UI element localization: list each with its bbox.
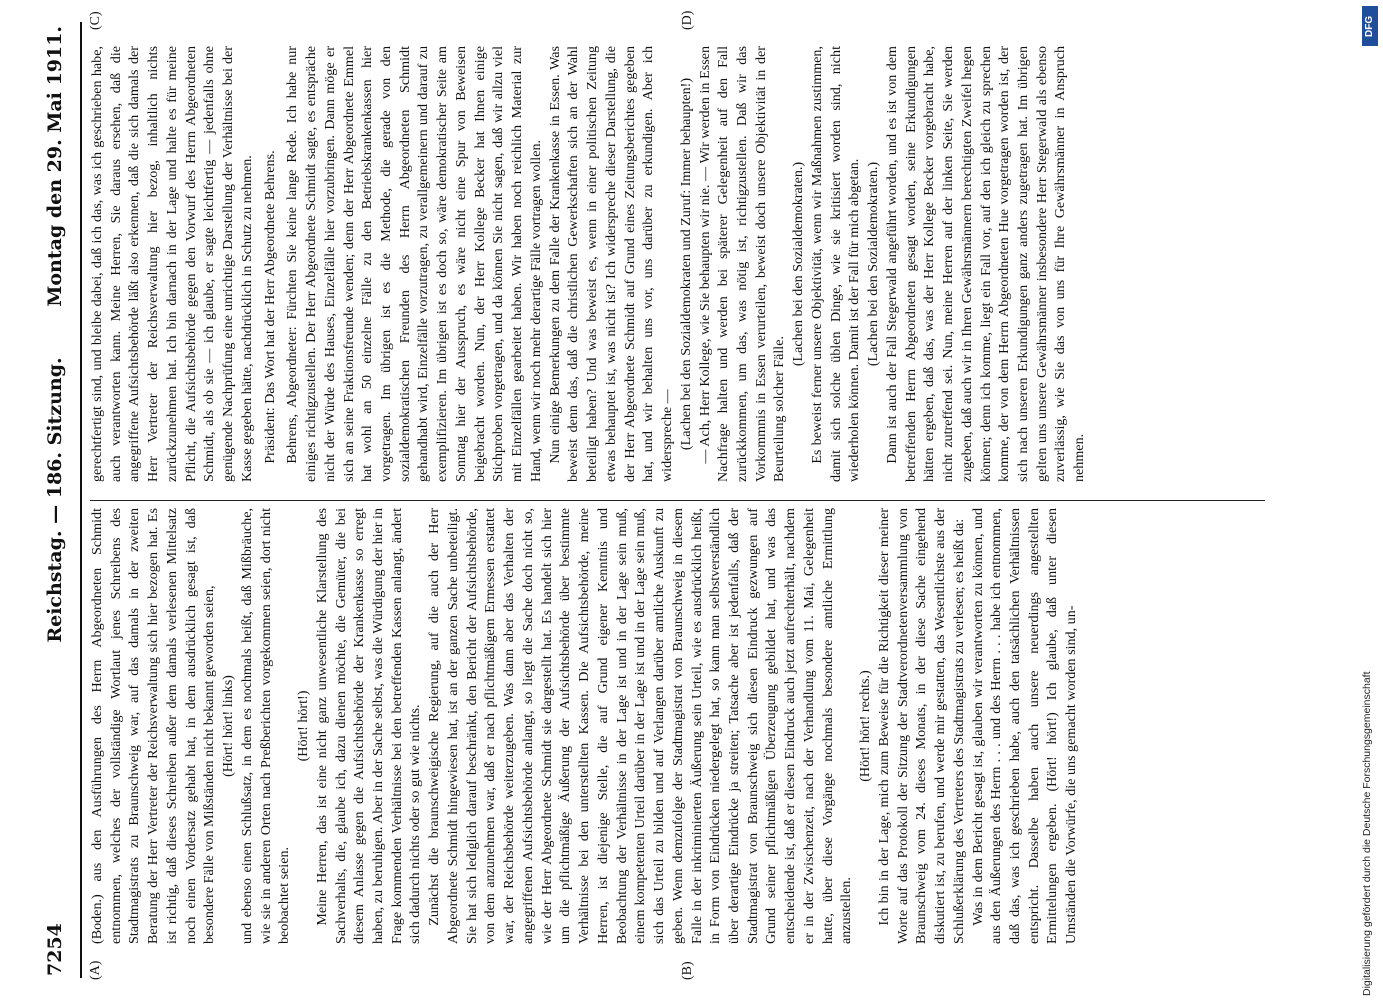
interjection: (Lachen bei den Sozialdemokraten und Zuruf: Immer behaupten!) xyxy=(677,77,694,451)
page-header xyxy=(44,26,72,976)
margin-marker-c: (C) xyxy=(88,11,103,30)
speaker-paragraph: Präsident: Das Wort hat der Herr Abgeordnete Behrens. xyxy=(261,150,278,464)
quoted-paragraph: Was in dem Bericht gesagt ist, glauben wir verantworten zu können, und aus den Äußerungen des Herrn . . . und des Herrn . . . habe ich entnommen, daß das, was ich geschrieben habe, auch den tatsächlichen Verhältnissen entspricht. Dasselbe haben auch unsere neuerdings angestellten Ermittelungen ergeben. (Hört! hört!) Ich glaube, daß unter diesen Umständen die Vorwürfe, die uns gemacht worden sind, un- xyxy=(969,508,1080,944)
interjection: (Hört! hört! links) xyxy=(220,675,237,777)
paragraph: Es beweist ferner unsere Objektivität, wenn wir Maßnahmen zustimmen, damit sich solche üblen Dinge, wie sie kritisiert worden sind, nicht wiederholen können. Damit ist der Fall für mich abgetan. xyxy=(808,46,863,482)
margin-marker-b: (B) xyxy=(680,961,695,980)
column-divider xyxy=(90,500,1265,501)
paragraph: Ich bin in der Lage, mich zum Beweise für die Richtigkeit dieser meiner Worte auf das Protokoll der Sitzung der Stadtverordnetenversammlung von Braunschweig vom 24. dieses Monats, in der diese Sache eingehend diskutiert ist, zu berufen, und werde mir gestatten, das Wesentlichste aus der Schlußerklärung des Vertreters des Stadtmagistrats zu verlesen; es heißt da: xyxy=(875,508,967,944)
digitization-strip xyxy=(1361,6,1379,996)
interjection: (Lachen bei den Sozialdemokraten.) xyxy=(790,161,807,367)
page-number: 7254 xyxy=(44,923,66,976)
dfg-logo: DFG xyxy=(1362,6,1378,46)
paragraph: Nun einige Bemerkungen zu dem Falle der Krankenkasse in Essen. Was beweist denn das, daß die christlichen Gewerkschaften sich an der Wahl beteiligt haben? Und was beweist es, wenn in einer politischen Zeitung etwas behauptet ist, was nicht ist? Ich widerspreche dieser Darstellung, die der Herr Abgeordnete Schmidt auf Grund eines Zeitungsberichtes gegeben hat, und wir behalten uns vor, uns darüber zu erkundigen. Aber ich widerspreche — xyxy=(546,46,676,482)
margin-marker-d: (D) xyxy=(680,10,695,30)
paragraph: und ebenso einen Schlußsatz, in dem es nochmals heißt, daß Mißbräuche, wie sie in anderen Orten nach Preßberichten vorgekommen seien, dort nicht beobachtet seien. xyxy=(238,508,293,944)
paragraph: Meine Herren, das ist eine nicht ganz unwesentliche Klarstellung des Sachverhalts, die, glaube ich, dazu dienen möchte, die Gemüter, die bei diesem Anlasse gegen die Aufsichtsbehörde der Krankenkasse so erregt haben, zu beruhigen. Aber in der Sache selbst, was die Würdigung der hier in Frage kommenden Verhältnisse bei den betreffenden Kassen anlangt, ändert sich dadurch nichts oder so gut wie nichts. xyxy=(313,508,424,944)
digitization-note: Digitalisierung gefördert durch die Deutsche Forschungsgemeinschaft xyxy=(1361,671,1373,996)
right-text-column xyxy=(88,46,1268,482)
header-rule xyxy=(80,22,82,978)
interjection: (Hört! hört!) xyxy=(295,690,312,762)
interjection: (Lachen bei den Sozialdemokraten.) xyxy=(865,161,882,367)
paragraph: gerechtfertigt sind, und bleibe dabei, daß ich das, was ich geschrieben habe, auch verantworten kann. Meine Herren, Sie daraus ersehen, daß die angegriffene Aufsichtsbehörde läßt also erkennen, daß die sich damals der Herr Vertreter der Reichsverwaltung hier bezog, inhaltlich nichts zurückzunehmen hat. Ich bin darnach in der Lage und halte es für meine Pflicht, die Aufsichtsbehörde gegen den Vorwurf des Herrn Abgeordneten Schmidt, als ob sie — ich glaube, er sagte leichtfertig — jedenfalls ohne genügende Nachprüfung eine unrichtige Darstellung der Verhältnisse bei der Kasse gegeben hätte, nachdrücklich in Schutz zu nehmen. xyxy=(89,46,255,482)
paragraph: Zunächst die braunschweigische Regierung, auf die auch der Herr Abgeordnete Schmidt hingewiesen hat, ist an der ganzen Sache unbeteiligt. Sie hat sich lediglich darauf beschränkt, den Bericht der Aufsichtsbehörde, von dem anzunehmen war, daß er nach pflichtmäßigem Ermessen erstattet war, der Reichsbehörde weiterzugeben. Was dann aber das Verhalten der angegriffenen Aufsichtsbehörde anlangt, so liegt die Sache doch nicht so, wie der Herr Abgeordnete Schmidt sie dargestellt hat. Es handelt sich hier um die pflichtmäßige Äußerung der Aufsichtsbehörde über bestimmte Verhältnisse bei den unterstellten Kassen. Die Aufsichtsbehörde, meine Herren, ist diejenige Stelle, die auf Grund eigener Kenntnis und Beobachtung der Verhältnisse in der Lage ist und in der Lage sein muß, einem kompetenten Urteil darüber in der Lage ist und in der Lage sein muß, sich das Urteil zu bilden und auf Verlangen darüber amtliche Auskunft zu geben. Wenn demzufolge der Stadtmagistrat von Braunschweig in diesem Falle in der inkriminierten Äußerung sein Urteil, wie es ausdrücklich heißt, in Form von Eindrücken niedergelegt hat, so kann man selbstverständlich über derartige Eindrücke ja streiten; Tatsache aber ist jedenfalls, daß der Stadtmagistrat von Braunschweig sich diesen Eindruck gezwungen auf Grund seiner pflichtmäßigen Überzeugung gebildet hat, und was das entscheidende ist, daß er diesen Eindruck auch jetzt aufrechterhält, nachdem er in der Zwischenzeit, nach der Verhandlung vom 11. Mai, Gelegenheit hatte, über diese Vorgänge nochmals besondere amtliche Ermittlung anzustellen. xyxy=(426,508,855,944)
left-text-column xyxy=(88,508,1268,944)
paragraph: — Ach, Herr Kollege, wie Sie behaupten wir nie. — Wir werden in Essen Nachfrage halten und werden bei späterer Gelegenheit auf den Fall zurückkommen, um das, was nötig ist, richtigzustellen. Daß wir das Vorkommnis in Essen verurteilen, beweist doch unsere Objektivität in der Beurteilung solcher Fälle. xyxy=(696,46,788,482)
margin-marker-a: (A) xyxy=(88,960,103,980)
paragraph: Dann ist auch der Fall Stegerwald angeführt worden, und es ist von dem betreffenden Herrn Abgeordneten gesagt worden, seine Erkundigungen hätten ergeben, daß das, was der Herr Kollege Becker vorgebracht habe, nicht zutreffend sei. Nun, meine Herren auf der linken Seite, Sie werden zugeben, daß auch wir in Ihren Gewährsmännern berechtigten Zweifel hegen können; denn ich komme, liegt ein Fall vor, auf den ich gleich zu sprechen komme, der von dem Herrn Abgeordneten Hue vorgetragen worden ist, der sich nach unseren Erkundigungen ganz anders zugetragen hat. Im übrigen gelten uns unsere Gewährsmänner insbesondere Herr Stegerwald als ebenso zuverlässig, wie Sie das von uns für Ihre Gewährsmänner in Anspruch nehmen. xyxy=(883,46,1088,482)
interjection: (Hört! hört! rechts.) xyxy=(857,670,874,782)
session-title: Reichstag. — 186. Sitzung. xyxy=(44,357,66,643)
paragraph: (Boden.) aus den Ausführungen des Herrn Abgeordneten Schmidt entnommen, welches der vollständige Wortlaut jenes Schreibens des Stadtmagistrats zu Braunschweig war, auf das damals in der zweiten Beratung der Herr Vertreter der Reichsverwaltung sich hier bezogen hat. Es ist richtig, daß dieses Schreiben außer dem damals verlesenen Mittelsatz noch einen Vordersatz gehabt hat, in dem ausdrücklich gesagt ist, daß besondere Fälle von Mißständen nicht bekannt geworden seien, xyxy=(89,508,218,944)
speaker-paragraph: Behrens, Abgeordneter: Fürchten Sie keine lange Rede. Ich habe nur einiges richtigzustellen. Der Herr Abgeordnete Schmidt sagte, es entspräche nicht der Würde des Hauses, Einzelfälle hier vorzubringen. Dann möge er sich an seine Fraktionsfreunde wenden; denn der Herr Abgeordnete Emmel hat wohl an 50 einzelne Fälle zu den Betriebskrankenkassen hier vorgetragen. Im übrigen ist es die Methode, die gerade von den sozialdemokratischen Freunden des Herrn Abgeordneten Schmidt gehandhabt wird, Einzelfälle vorzutragen, zu verallgemeinern und darauf zu exemplifizieren. Im übrigen ist es doch so, wäre demokratischer Seite am Sonntag hier der Ausspruch, es wäre nicht eine Spur von Beweisen beigebracht worden. Nun, der Herr Kollege Becker hat Ihnen einige Stichproben vorgetragen, und da können Sie nicht sagen, daß wir allzu viel mit Einzelfällen gearbeitet haben. Wir haben noch reichlich Material zur Hand, wenn wir noch mehr derartige Fälle vortragen wollen. xyxy=(284,46,544,482)
session-date: Montag den 29. Mai 1911. xyxy=(44,26,66,307)
